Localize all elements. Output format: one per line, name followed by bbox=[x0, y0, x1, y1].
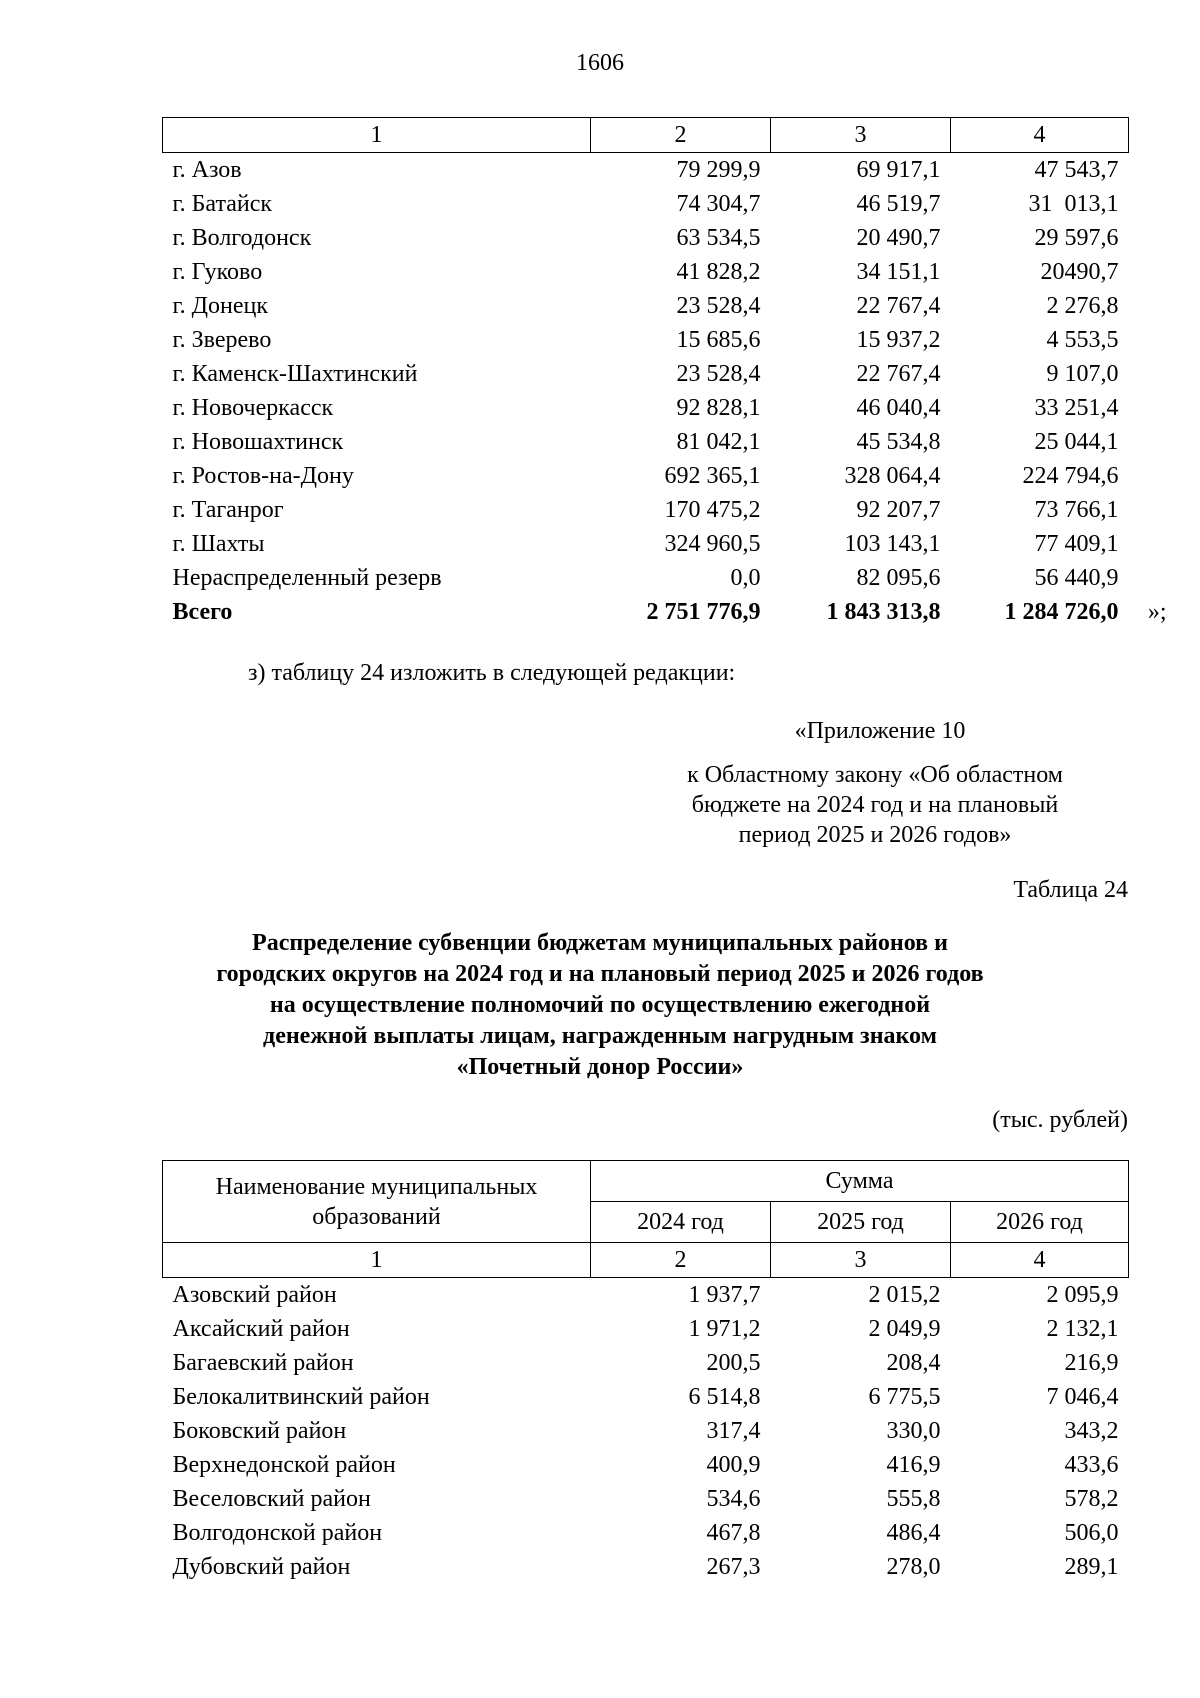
value-2026: 9 107,0 bbox=[1046, 361, 1119, 387]
value-2024: 79 299,9 bbox=[676, 157, 761, 183]
value-2025: 330,0 bbox=[886, 1418, 941, 1444]
header-year-2026: 2026 год bbox=[951, 1202, 1129, 1243]
row-name: г. Новочеркасск bbox=[172, 395, 334, 421]
value-2025: 328 064,4 bbox=[844, 463, 941, 489]
value-2026: 56 440,9 bbox=[1034, 565, 1119, 591]
total-2025: 1 843 313,8 bbox=[826, 599, 941, 625]
table-districts bbox=[162, 1160, 1129, 1584]
table-row bbox=[163, 323, 1129, 357]
value-2024: 324 960,5 bbox=[664, 531, 761, 557]
table-cities-body bbox=[163, 153, 1129, 596]
value-2024: 23 528,4 bbox=[676, 361, 761, 387]
value-2024: 317,4 bbox=[706, 1418, 761, 1444]
appendix-line: к Областному закону «Об областном bbox=[687, 762, 1063, 788]
header-year-2024: 2024 год bbox=[591, 1202, 771, 1243]
table-row bbox=[163, 221, 1129, 255]
value-2025: 34 151,1 bbox=[856, 259, 941, 285]
column-number: 2 bbox=[591, 118, 771, 153]
value-2026: 33 251,4 bbox=[1034, 395, 1119, 421]
row-name: г. Гуково bbox=[172, 259, 263, 285]
column-number: 4 bbox=[951, 1243, 1129, 1278]
table-row bbox=[163, 1482, 1129, 1516]
table-row bbox=[163, 255, 1129, 289]
row-name: г. Каменск-Шахтинский bbox=[172, 361, 418, 387]
header-name-line: Наименование муниципальных bbox=[215, 1173, 538, 1200]
total-row bbox=[163, 595, 1129, 629]
value-2026: 47 543,7 bbox=[1034, 157, 1119, 183]
value-2025: 486,4 bbox=[886, 1520, 941, 1546]
table-row bbox=[163, 1312, 1129, 1346]
header-sum: Сумма bbox=[591, 1161, 1129, 1202]
value-2025: 82 095,6 bbox=[856, 565, 941, 591]
value-2024: 534,6 bbox=[706, 1486, 761, 1512]
value-2026: 2 095,9 bbox=[1046, 1282, 1119, 1308]
value-2026: 25 044,1 bbox=[1034, 429, 1119, 455]
value-2025: 416,9 bbox=[886, 1452, 941, 1478]
value-2025: 45 534,8 bbox=[856, 429, 941, 455]
value-2025: 46 040,4 bbox=[856, 395, 941, 421]
value-2024: 15 685,6 bbox=[676, 327, 761, 353]
value-2025: 208,4 bbox=[886, 1350, 941, 1376]
value-2025: 22 767,4 bbox=[856, 293, 941, 319]
row-name: г. Шахты bbox=[172, 531, 265, 557]
row-name: Азовский район bbox=[172, 1282, 337, 1308]
closing-quote: »; bbox=[1147, 599, 1167, 625]
header-row bbox=[163, 1161, 1129, 1202]
row-name: г. Донецк bbox=[172, 293, 269, 319]
row-name: г. Зверево bbox=[172, 327, 272, 353]
table-title bbox=[150, 928, 1050, 1083]
table-row bbox=[163, 561, 1129, 595]
value-2024: 6 514,8 bbox=[688, 1384, 761, 1410]
value-2026: 433,6 bbox=[1064, 1452, 1119, 1478]
appendix-line: бюджете на 2024 год и на плановый bbox=[691, 792, 1059, 818]
row-name: г. Ростов-на-Дону bbox=[172, 463, 354, 489]
value-2026: 289,1 bbox=[1064, 1554, 1119, 1580]
table-districts-body bbox=[163, 1278, 1129, 1585]
value-2025: 22 767,4 bbox=[856, 361, 941, 387]
value-2024: 63 534,5 bbox=[676, 225, 761, 251]
value-2024: 170 475,2 bbox=[664, 497, 761, 523]
value-2025: 2 049,9 bbox=[868, 1316, 941, 1342]
value-2026: 4 553,5 bbox=[1046, 327, 1119, 353]
value-2026: 73 766,1 bbox=[1034, 497, 1119, 523]
value-2025: 555,8 bbox=[886, 1486, 941, 1512]
value-2026: 216,9 bbox=[1064, 1350, 1119, 1376]
instruction-text: з) таблицу 24 изложить в следующей редакции: bbox=[248, 660, 736, 686]
column-number: 4 bbox=[951, 118, 1129, 153]
appendix-subtitle bbox=[640, 760, 1110, 850]
table-row bbox=[163, 1448, 1129, 1482]
title-line: денежной выплаты лицам, награжденным нагрудным знаком bbox=[263, 1023, 937, 1049]
column-number: 3 bbox=[771, 118, 951, 153]
table-row bbox=[163, 425, 1129, 459]
value-2024: 692 365,1 bbox=[664, 463, 761, 489]
value-2026: 31 013,1 bbox=[1028, 191, 1119, 217]
table-row bbox=[163, 527, 1129, 561]
value-2026: 77 409,1 bbox=[1034, 531, 1119, 557]
title-line: Распределение субвенции бюджетам муниципальных районов и bbox=[252, 930, 948, 956]
title-line: «Почетный донор России» bbox=[456, 1054, 744, 1080]
value-2025: 15 937,2 bbox=[856, 327, 941, 353]
value-2026: 506,0 bbox=[1064, 1520, 1119, 1546]
value-2024: 1 937,7 bbox=[688, 1282, 761, 1308]
table-row bbox=[163, 1550, 1129, 1584]
row-name: г. Волгодонск bbox=[172, 225, 312, 251]
total-2026: 1 284 726,0 bbox=[1004, 599, 1119, 625]
value-2026: 2 132,1 bbox=[1046, 1316, 1119, 1342]
value-2024: 467,8 bbox=[706, 1520, 761, 1546]
row-name: Дубовский район bbox=[172, 1554, 351, 1580]
value-2024: 81 042,1 bbox=[676, 429, 761, 455]
value-2025: 20 490,7 bbox=[856, 225, 941, 251]
row-name: Белокалитвинский район bbox=[172, 1384, 430, 1410]
value-2025: 92 207,7 bbox=[856, 497, 941, 523]
table-row bbox=[163, 1516, 1129, 1550]
row-name: г. Азов bbox=[172, 157, 242, 183]
value-2024: 267,3 bbox=[706, 1554, 761, 1580]
header-name-line: образований bbox=[312, 1203, 441, 1230]
table-row bbox=[163, 493, 1129, 527]
total-2024: 2 751 776,9 bbox=[646, 599, 761, 625]
table-row bbox=[163, 1380, 1129, 1414]
value-2024: 74 304,7 bbox=[676, 191, 761, 217]
value-2024: 1 971,2 bbox=[688, 1316, 761, 1342]
value-2026: 20490,7 bbox=[1040, 259, 1119, 285]
value-2026: 29 597,6 bbox=[1034, 225, 1119, 251]
table-row bbox=[163, 357, 1129, 391]
appendix-line: период 2025 и 2026 годов» bbox=[738, 822, 1012, 848]
row-name: Багаевский район bbox=[172, 1350, 354, 1376]
title-line: городских округов на 2024 год и на плановый период 2025 и 2026 годов bbox=[216, 961, 984, 987]
value-2024: 92 828,1 bbox=[676, 395, 761, 421]
row-name: Волгодонской район bbox=[172, 1520, 383, 1546]
column-number: 1 bbox=[163, 1243, 591, 1278]
value-2026: 2 276,8 bbox=[1046, 293, 1119, 319]
value-2026: 224 794,6 bbox=[1022, 463, 1119, 489]
column-number-row bbox=[163, 1243, 1129, 1278]
value-2025: 278,0 bbox=[886, 1554, 941, 1580]
row-name: Аксайский район bbox=[172, 1316, 350, 1342]
header-year-2025: 2025 год bbox=[771, 1202, 951, 1243]
table-row bbox=[163, 1414, 1129, 1448]
units-label: (тыс. рублей) bbox=[992, 1107, 1128, 1133]
row-name: г. Батайск bbox=[172, 191, 273, 217]
total-label: Всего bbox=[172, 599, 233, 625]
table-row bbox=[163, 391, 1129, 425]
row-name: г. Новошахтинск bbox=[172, 429, 344, 455]
row-name: Веселовский район bbox=[172, 1486, 371, 1512]
row-name: Верхнедонской район bbox=[172, 1452, 396, 1478]
column-number: 1 bbox=[163, 118, 591, 153]
row-name: г. Таганрог bbox=[172, 497, 284, 523]
value-2025: 69 917,1 bbox=[856, 157, 941, 183]
value-2025: 46 519,7 bbox=[856, 191, 941, 217]
table-row bbox=[163, 153, 1129, 188]
table-cities bbox=[162, 117, 1167, 629]
table-row bbox=[163, 1278, 1129, 1313]
title-line: на осуществление полномочий по осуществлению ежегодной bbox=[269, 992, 931, 1018]
table-row bbox=[163, 459, 1129, 493]
value-2026: 343,2 bbox=[1064, 1418, 1119, 1444]
value-2024: 0,0 bbox=[730, 565, 761, 591]
value-2024: 200,5 bbox=[706, 1350, 761, 1376]
value-2025: 103 143,1 bbox=[844, 531, 941, 557]
value-2024: 400,9 bbox=[706, 1452, 761, 1478]
page-number: 1606 bbox=[576, 50, 624, 76]
total-2026-cell bbox=[951, 595, 1167, 629]
table-row bbox=[163, 1346, 1129, 1380]
column-number-row bbox=[163, 118, 1129, 153]
value-2024: 41 828,2 bbox=[676, 259, 761, 285]
column-number: 3 bbox=[771, 1243, 951, 1278]
table-row bbox=[163, 187, 1129, 221]
value-2026: 578,2 bbox=[1064, 1486, 1119, 1512]
value-2026: 7 046,4 bbox=[1046, 1384, 1119, 1410]
table-label: Таблица 24 bbox=[1013, 877, 1128, 903]
row-name: Боковский район bbox=[172, 1418, 347, 1444]
column-number: 2 bbox=[591, 1243, 771, 1278]
value-2025: 6 775,5 bbox=[868, 1384, 941, 1410]
value-2025: 2 015,2 bbox=[868, 1282, 941, 1308]
row-name: Нераспределенный резерв bbox=[172, 565, 442, 591]
header-name bbox=[163, 1161, 591, 1243]
table-row bbox=[163, 289, 1129, 323]
value-2024: 23 528,4 bbox=[676, 293, 761, 319]
appendix-title: «Приложение 10 bbox=[794, 718, 966, 744]
